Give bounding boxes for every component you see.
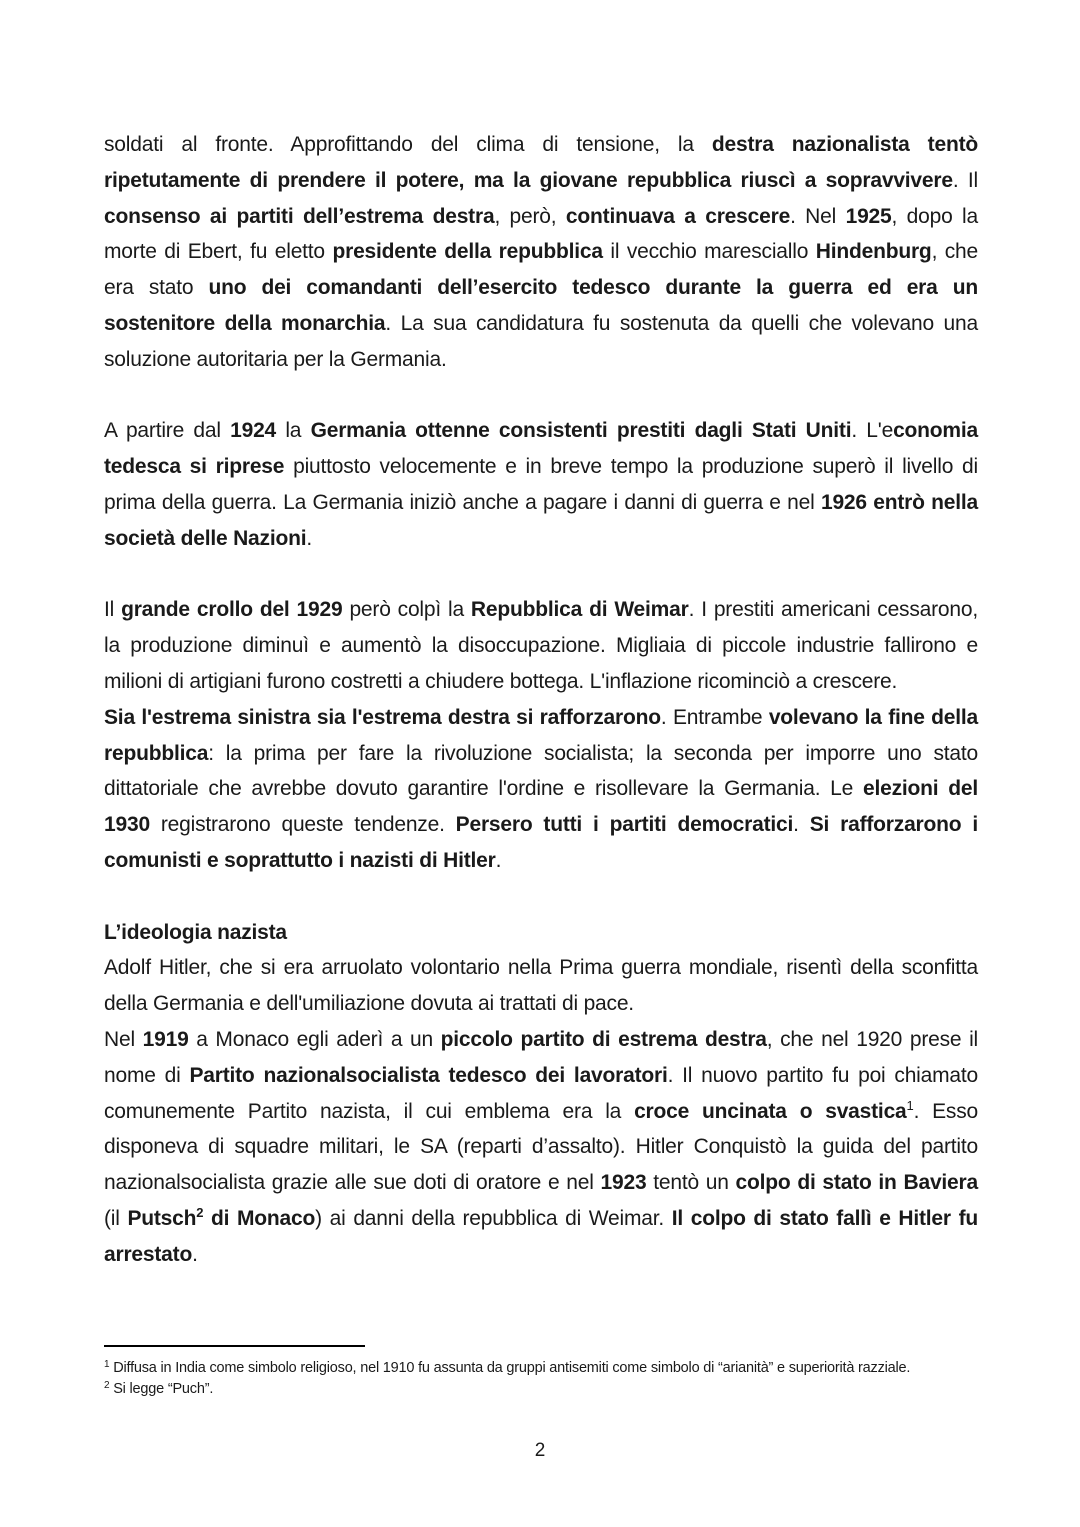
bold-text: colpo di stato in Baviera [735, 1171, 978, 1195]
footnote-reference: 2 [196, 1204, 204, 1220]
bold-text: continuava a crescere [565, 204, 791, 228]
bold-text: grande crollo del 1929 [121, 598, 343, 622]
footnote-text: Diffusa in India come simbolo religioso, nel 1910 fu assunta da gruppi antisemiti come simbolo di “arianità” e superiorità razziale. [109, 1360, 911, 1376]
bold-text: elezioni del 1930 [104, 777, 978, 837]
paragraph-nazi-party: Nel 1919 a Monaco egli aderì a un piccolo partito di estrema destra, che nel 1920 prese il nome di Partito nazionalsocialista tedesco dei lavoratori. Il nuovo partito fu poi chiamato comunemente Partito nazista, il cui emblema era la croce uncinata o svastica$^1$. Esso disponeva di squadre militari, le SA (reparti d’assalto). Hitler Conquistò la guida del partito nazionalsocialista grazie alle sue doti di oratore e nel 1923 tentò un colpo di stato in Baviera (il Putsch$^2$ di Monaco) ai danni della repubblica di Weimar. Il colpo di stato fallì e Hitler fu arrestato. [104, 1027, 979, 1266]
bold-text: Sia l'estrema sinistra sia l'estrema destra si rafforzarono [104, 705, 661, 729]
bold-text: Hindenburg [815, 240, 932, 264]
footnote-1 [104, 1358, 978, 1379]
paragraph-hitler-background: Adolf Hitler, che si era arruolato volontario nella Prima guerra mondiale, risentì della sconfitta della Germania e dell'umiliazione dovuta ai trattati di pace. [104, 956, 978, 1016]
bold-text: Putsch [127, 1206, 197, 1230]
bold-text: Persero tutti i partiti democratici [455, 813, 794, 837]
paragraph-weimar-politics: soldati al fronte. Approfittando del clima di tensione, la destra nazionalista tentò ripetutamente di prendere il potere, ma la giovane repubblica riuscì a sopravvivere. Il consenso ai partiti dell’estrema destra, però, continuava a crescere. Nel 1925, dopo la morte di Ebert, fu eletto presidente della repubblica il vecchio maresciallo Hindenburg, che era stato uno dei comandanti dell’esercito tedesco durante la guerra ed era un sostenitore della monarchia. La sua candidatura fu sostenuta da quelli che volevano una soluzione autoritaria per la Germania. [104, 133, 979, 371]
bold-text: di Monaco [203, 1206, 316, 1230]
paragraph-crash-1929: Il grande crollo del 1929 però colpì la Repubblica di Weimar. I prestiti americani cessarono, la produzione diminuì e aumentò la disoccupazione. Migliaia di piccole industrie fallirono e milioni di artigiani furono costretti a chiudere bottega. L'inflazione ricominciò a crescere. [104, 598, 978, 693]
bold-text: volevano la fine della repubblica [104, 705, 979, 765]
bold-text: conomia tedesca si riprese [104, 419, 979, 479]
bold-text: destra nazionalista tentò ripetutamente di prendere il potere, ma la giovane repubblica riuscì a sopravvivere [104, 133, 978, 192]
footnote-marker: 2 [104, 1380, 110, 1391]
document-body [104, 127, 978, 1273]
bold-text: 1925 [845, 204, 892, 228]
footnote-text: Si legge “Puch”. [109, 1381, 214, 1397]
paragraph-spacer [104, 557, 978, 593]
paragraph-economic-recovery: A partire dal 1924 la Germania ottenne consistenti prestiti dagli Stati Uniti. L'economia tedesca si riprese piuttosto velocemente e in breve tempo la produzione superò il livello di prima della guerra. La Germania iniziò anche a pagare i danni di guerra e nel 1926 entrò nella società delle Nazioni. [104, 419, 979, 550]
paragraph-spacer [104, 378, 978, 414]
bold-text: 1919 [142, 1027, 189, 1051]
bold-text: Germania ottenne consistenti prestiti dagli Stati Uniti [310, 419, 852, 443]
bold-text: presidente della repubblica [332, 240, 603, 264]
bold-text: consenso ai partiti dell’estrema destra [104, 204, 495, 228]
bold-text: piccolo partito di estrema destra [440, 1027, 767, 1051]
paragraph-spacer [104, 879, 978, 915]
bold-text: uno dei comandanti dell’esercito tedesco durante la guerra ed era un sostenitore della monarchia [104, 276, 978, 335]
bold-text: 1924 [230, 419, 277, 443]
page-number: 2 [534, 1440, 546, 1461]
paragraph-extremes-strengthen: Sia l'estrema sinistra sia l'estrema destra si rafforzarono. Entrambe volevano la fine della repubblica: la prima per fare la rivoluzione socialista; la seconda per imporre uno stato dittatoriale che avrebbe dovuto garantire l'ordine e risollevare la Germania. Le elezioni del 1930 registrarono queste tendenze. Persero tutti i partiti democratici. Si rafforzarono i comunisti e soprattutto i nazisti di Hitler. [104, 705, 979, 872]
bold-text: croce uncinata o svastica [634, 1099, 907, 1123]
footnote-separator [104, 1345, 365, 1347]
footnotes [104, 1358, 978, 1400]
bold-text: Il colpo di stato fallì e Hitler fu arrestato [104, 1206, 979, 1266]
footnote-marker: 1 [104, 1359, 110, 1370]
section-heading: L’ideologia nazista [104, 920, 287, 944]
bold-text: 1923 [600, 1171, 647, 1195]
footnote-2 [104, 1379, 978, 1400]
bold-text: Repubblica di Weimar [470, 598, 689, 622]
footnote-reference: 1 [906, 1097, 914, 1113]
bold-text: Partito nazionalsocialista tedesco dei lavoratori [189, 1063, 668, 1087]
bold-text: 1926 entrò nella società delle Nazioni [104, 490, 978, 550]
bold-text: Si rafforzarono i comunisti e soprattutto i nazisti di Hitler [104, 813, 978, 872]
